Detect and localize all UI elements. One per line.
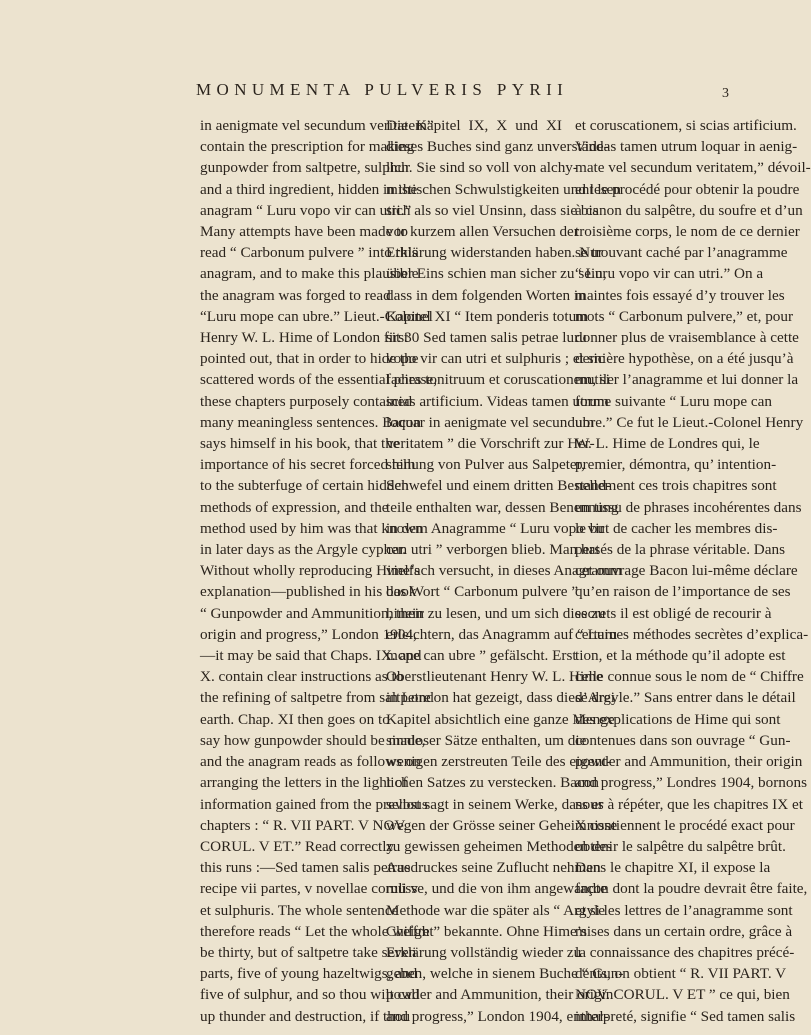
german-column — [386, 115, 624, 1027]
french-text-line: obtenir le salpêtre du salpêtre brût. — [575, 837, 786, 855]
english-text-line: five of sulphur, and so thou wilt call — [200, 986, 420, 1004]
german-text-line: das Wort “ Carbonum pulvere ” — [386, 583, 579, 601]
english-column — [200, 115, 438, 1027]
german-text-line: Methode war die später als “ Argyle — [386, 901, 606, 919]
english-text-line: CORUL. V ET.” Read correctly — [200, 837, 395, 855]
german-text-line: facies tonitruum et coruscationem, si — [386, 371, 610, 389]
english-text-line: “Luru mope can ubre.” Lieut.-Colonel — [200, 307, 433, 325]
french-text-line: le but de cacher les membres dis- — [575, 519, 778, 537]
german-text-line: wenigen zerstreuten Teile des eigent- — [386, 753, 612, 771]
english-text-line: up thunder and destruction, if thou — [200, 1007, 411, 1025]
english-text-line: contain the prescription for making — [200, 138, 415, 156]
french-text-line: et si les lettres de l’anagramme sont — [575, 901, 793, 919]
german-text-line: dieses Buches sind ganz unverständ- — [386, 138, 609, 156]
english-text-line: gunpowder from saltpetre, sulphur — [200, 159, 411, 177]
english-text-line: Many attempts have been made to — [200, 223, 408, 241]
english-text-line: recipe vii partes, v novellae coruli v — [200, 880, 419, 898]
german-text-line: dass in dem folgenden Worten in — [386, 286, 586, 304]
french-text-line: ent le procédé pour obtenir la poudre — [575, 180, 800, 198]
french-text-line: troisième corps, le nom de ce dernier — [575, 223, 800, 241]
french-text-line: donner plus de vraisemblance à cette — [575, 329, 799, 347]
german-text-line: powder and Ammunition, their origin — [386, 986, 614, 1004]
german-text-line: hinein zu lesen, und um sich dies zu — [386, 604, 606, 622]
french-text-line: dents, on obtient “ R. VII PART. V — [575, 965, 787, 983]
french-text-line: des explications de Hime qui sont — [575, 710, 781, 728]
german-text-line: sich als so viel Unsinn, dass sie bis — [386, 201, 599, 219]
german-text-line: sinnloser Sätze enthalten, um die — [386, 731, 587, 749]
english-text-line: the anagram was forged to read — [200, 286, 391, 304]
german-text-line: vielfach versucht, in dieses Anagramm — [386, 562, 622, 580]
english-text-line: explanation—published in his book — [200, 583, 417, 601]
french-text-line: la connaissance des chapitres précé- — [575, 943, 795, 961]
french-text-line: maintes fois essayé d’y trouver les — [575, 286, 785, 304]
english-text-line: to the subterfuge of certain hidden — [200, 477, 409, 495]
french-text-line: “ Luru vopo vir can utri.” On a — [575, 265, 764, 283]
english-text-line: earth. Chap. XI then goes on to — [200, 710, 390, 728]
french-text-line: tion, et la méthode qu’il adopte est — [575, 647, 786, 665]
english-text-line: arranging the letters in the light of — [200, 774, 408, 792]
german-text-line: zu gewissen geheimen Methoden des — [386, 837, 613, 855]
french-text-line: qu’en raison de l’importance de ses — [575, 583, 791, 601]
english-text-line: these chapters purposely contained — [200, 392, 413, 410]
french-text-line: Videas tamen utrum loquar in aenig- — [575, 138, 798, 156]
english-text-line: the refining of saltpetre from saltpetre — [200, 689, 431, 707]
english-text-line: —it may be said that Chaps. IX. and — [200, 647, 422, 665]
english-text-line: pointed out, that in order to hide the — [200, 350, 419, 368]
french-text-line: mots “ Carbonum pulvere,” et, pour — [575, 307, 794, 325]
english-text-line: methods of expression, and the — [200, 498, 389, 516]
english-text-line: Henry W. L. Hime of London first — [200, 329, 409, 347]
german-text-line: Erklärung vollständig wieder zu — [386, 943, 582, 961]
french-text-line: à canon du salpêtre, du soufre et d’un — [575, 201, 803, 219]
english-text-line: this runs :—Sed tamen salis petrae — [200, 859, 411, 877]
english-text-line: Without wholly reproducing Hime’s — [200, 562, 420, 580]
german-text-line: mistischen Schwulstigkeiten und lesen — [386, 180, 621, 198]
french-text-line: se trouvant caché par l’anagramme — [575, 244, 788, 262]
french-text-line: un tissu de phrases incohérentes dans — [575, 498, 802, 516]
german-text-line: Kapitel XI “ Item ponderis totum — [386, 307, 589, 325]
german-text-line: geben, welche in sienem Buche “ Gun- — [386, 965, 624, 983]
english-text-line: scattered words of the essential phrase, — [200, 371, 438, 389]
french-text-line: mises dans un certain ordre, grâce à — [575, 922, 793, 940]
page-number: 3 — [722, 86, 729, 101]
english-text-line: “ Gunpowder and Ammunition, their — [200, 604, 424, 622]
english-text-line: in later days as the Argyle cypher. — [200, 541, 406, 559]
german-text-line: Schwefel und einem dritten Bestand- — [386, 477, 612, 495]
german-text-line: stellung von Pulver aus Salpeter, — [386, 456, 585, 474]
french-text-line: d’Argyle.” Sans entrer dans le détail — [575, 689, 796, 707]
german-text-line: Kapitel absichtlich eine ganze Menge — [386, 710, 615, 728]
german-text-line: veritatem ” die Vorschrift zur Her- — [386, 435, 595, 453]
english-text-line: says himself in his book, that the — [200, 435, 400, 453]
german-text-line: Die Kapitel IX, X und XI — [386, 117, 562, 134]
german-text-line: Oberstlieutenant Henry W. L. Hime — [386, 668, 603, 686]
french-text-line: NOV. CORUL. V ET ” ce qui, bien — [575, 986, 790, 1004]
german-text-line: and progress,” London 1904, enthal- — [386, 1007, 609, 1025]
french-text-line: interpreté, signifie “ Sed tamen salis — [575, 1007, 796, 1025]
german-text-line: selbst sagt in seinem Werke, dass er — [386, 795, 604, 813]
french-text-line: and progress,” Londres 1904, bornons — [575, 774, 807, 792]
french-text-line: W. L. Hime de Londres qui, le — [575, 435, 760, 453]
french-text-line: forme suivante “ Luru mope can — [575, 392, 772, 410]
english-text-line: X. contain clear instructions as to — [200, 668, 404, 686]
french-text-line: façon dont la poudre devrait être faite, — [575, 880, 808, 898]
french-text-line: X contiennent le procédé exact pour — [575, 816, 795, 834]
english-text-line: be thirty, but of saltpetre take seven — [200, 943, 417, 961]
french-text-line: cet ouvrage Bacon lui-même déclare — [575, 562, 798, 580]
english-text-line: parts, five of young hazeltwigs, and — [200, 965, 418, 983]
german-text-line: loquar in aenigmate vel secundum — [386, 413, 595, 431]
german-text-line: in dem Anagramme “ Luru vopo vir — [386, 519, 605, 537]
english-text-line: and a third ingredient, hidden in the — [200, 180, 418, 198]
german-text-line: wegen der Grösse seiner Geheimnisse — [386, 816, 618, 834]
french-text-line: nous à répéter, que les chapitres IX et — [575, 795, 803, 813]
french-text-line: mate vel secundum veritatem,” dévoil- — [575, 159, 811, 177]
german-text-line: sit 30 Sed tamen salis petrae luru — [386, 329, 587, 347]
german-text-line: erleichtern, das Anagramm auf “ Luru — [386, 625, 618, 643]
german-text-line: can utri ” verborgen blieb. Man hat — [386, 541, 600, 559]
english-text-line: read “ Carbonum pulvere ” into this — [200, 244, 418, 262]
german-text-line: vor kurzem allen Versuchen der — [386, 223, 579, 241]
german-text-line: Chiffre ” bekannte. Ohne Hime’s — [386, 922, 587, 940]
french-text-line: nellement ces trois chapitres sont — [575, 477, 777, 495]
french-text-line: dernière hypothèse, on a été jusqu’à — [575, 350, 794, 368]
french-text-line: Dans le chapitre XI, il expose la — [575, 859, 771, 877]
english-text-line: method used by him was that known — [200, 519, 423, 537]
german-text-line: scias artificium. Videas tamen utrum — [386, 392, 609, 410]
running-title: MONUMENTA PULVERIS PYRII — [196, 80, 569, 99]
german-text-line: Ausdruckes seine Zuflucht nehmen — [386, 859, 601, 877]
english-text-line: chapters : “ R. VII PART. V NOV. — [200, 816, 408, 834]
english-text-line: origin and progress,” London 1904, — [200, 625, 417, 643]
french-text-line: mutiler l’anagramme et lui donner la — [575, 371, 799, 389]
english-text-line: importance of his secret forced him — [200, 456, 416, 474]
french-text-line: celle connue sous le nom de “ Chiffre — [575, 668, 804, 686]
german-text-line: teile enthalten war, dessen Benennung — [386, 498, 619, 516]
french-text-line: ubre.” Ce fut le Lieut.-Colonel Henry — [575, 413, 804, 431]
english-text-line: information gained from the previous — [200, 795, 428, 813]
french-text-line: persés de la phrase véritable. Dans — [575, 541, 786, 559]
english-text-line: many meaningless sentences. Bacon — [200, 413, 421, 431]
english-text-line: anagram, and to make this plausible — [200, 265, 419, 283]
german-text-line: mope can ubre ” gefälscht. Erst — [386, 647, 577, 665]
french-text-line: et coruscationem, si scias artificium. — [575, 117, 797, 134]
german-text-line: Erklärung widerstanden haben. Nur — [386, 244, 603, 262]
english-text-line: in aenigmate vel secundum veritatem” — [200, 117, 434, 134]
french-text-line: certaines méthodes secrètes d’explica- — [575, 625, 809, 643]
french-text-line: powder and Ammunition, their origin — [575, 753, 803, 771]
english-text-line: and the anagram reads as follows on — [200, 753, 421, 771]
german-text-line: vopo vir can utri et sulphuris ; et sic — [386, 350, 605, 368]
french-column — [575, 115, 811, 1027]
english-text-line: et sulphuris. The whole sentence — [200, 901, 399, 919]
german-text-line: über Eins schien man sicher zu sein, — [386, 265, 607, 283]
english-text-line: anagram “ Luru vopo vir can utri.” — [200, 201, 412, 219]
german-text-line: lichen Satzes zu verstecken. Bacon — [386, 774, 599, 792]
german-text-line: in London hat gezeigt, dass diese drei — [386, 689, 616, 707]
german-text-line: müsse, und die von ihm angewandte — [386, 880, 608, 898]
french-text-line: secrets il est obligé de recourir à — [575, 604, 772, 622]
french-text-line: contenues dans son ouvrage “ Gun- — [575, 731, 791, 749]
english-text-line: therefore reads “ Let the whole weight — [200, 922, 434, 940]
english-text-line: say how gunpowder should be made, — [200, 731, 426, 749]
german-text-line: lich. Sie sind so voll von alchy- — [386, 159, 578, 177]
french-text-line: premier, démontra, qu’ intention- — [575, 456, 777, 474]
